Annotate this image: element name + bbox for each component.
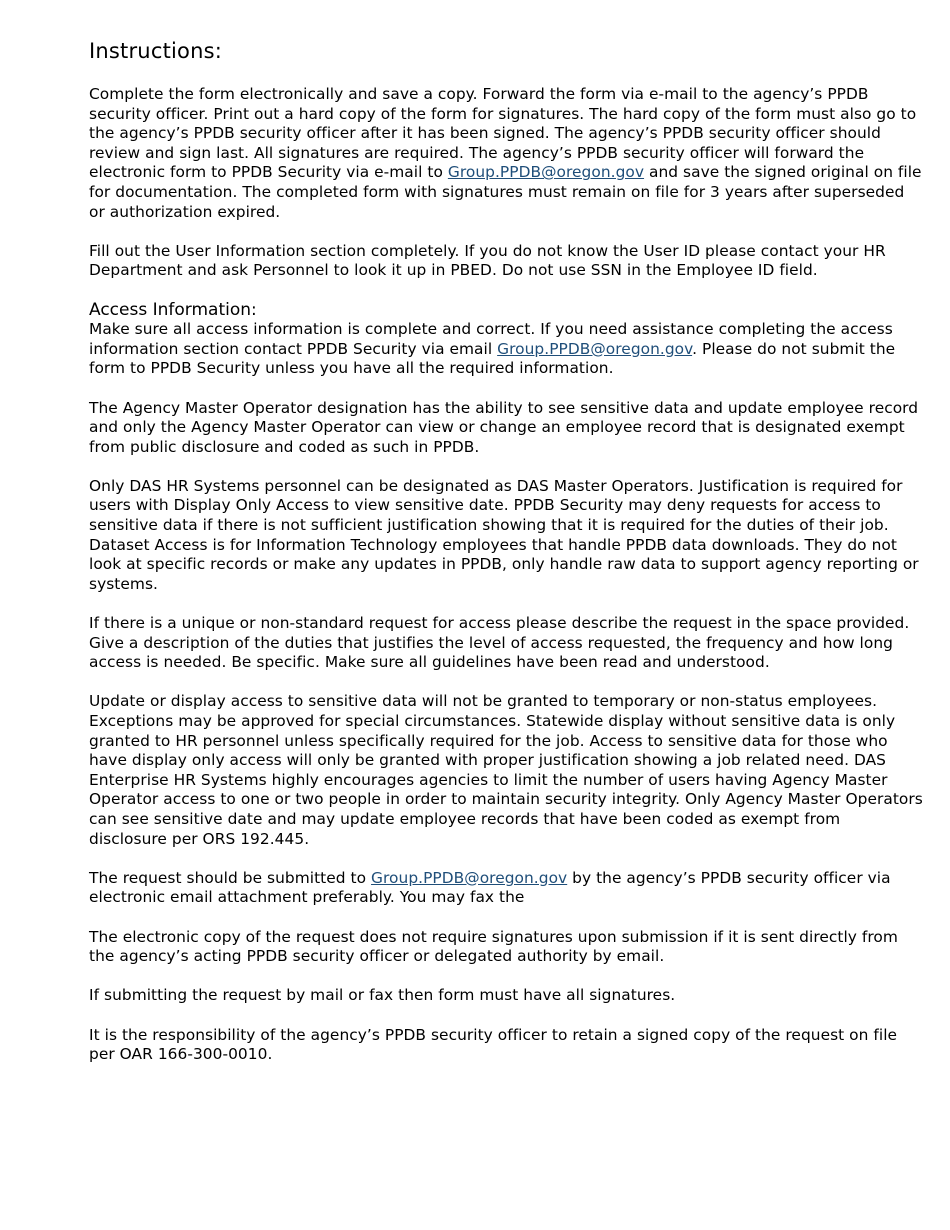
paragraph-agency-master-operator: The Agency Master Operator designation has the ability to see sensitive data and update employee record and only the Agency Master Operator can view or change an employee record that is designated exempt from public disclosure and coded as such in PPDB. <box>89 398 919 456</box>
paragraph-nonstandard-request: If there is a unique or non-standard request for access please describe the request in the space provided. Give a description of the duties that justifies the level of access requested, the frequency and how long access is needed. Be specific. Make sure all guidelines have been read and understood. <box>89 614 910 672</box>
paragraph-submit-request <box>89 869 923 908</box>
paragraph-text: Complete the form electronically and save a copy. Forward the form via e-mail to the agency’s PPDB security officer. Print out a hard copy of the form for signatures. The hard copy of the form must also go to the agency’s PPDB security officer after it has been signed. The agency’s PPDB security officer should review and sign last. All signatures are required. The agency’s PPDB security officer will forward the electronic form to PPDB Security via e-mail to <box>89 85 917 182</box>
paragraph-submission <box>89 85 923 222</box>
paragraph-sensitive-data: Update or display access to sensitive data will not be granted to temporary or non-status employees. Exceptions may be approved for special circumstances. Statewide display without sensitive data is only granted to HR personnel unless specifically required for the job. Access to sensitive data for those who have display only access will only be granted with proper justification showing a job related need. DAS Enterprise HR Systems highly encourages agencies to limit the number of users having Agency Master Operator access to one or two people in order to maintain security integrity. Only Agency Master Operators can see sensitive date and may update employee records that have been coded as exempt from disclosure per ORS 192.445. <box>89 692 923 848</box>
paragraph-text: and save the signed original on file for documentation. The completed form with signatures must remain on file for 3 years after superseded or authorization expired. <box>89 163 922 221</box>
paragraph-electronic-copy: The electronic copy of the request does not require signatures upon submission if it is sent directly from the agency’s acting PPDB security officer or delegated authority by email. <box>89 927 898 966</box>
paragraph-access-information <box>89 320 923 379</box>
paragraph-mail-or-fax: If submitting the request by mail or fax then form must have all signatures. <box>89 986 676 1005</box>
instructions-heading: Instructions: <box>89 39 223 63</box>
paragraph-das-master-operators: Only DAS HR Systems personnel can be designated as DAS Master Operators. Justification is required for users with Display Only Access to view sensitive date. PPDB Security may deny requests for access to sensitive data if there is not sufficient justification showing that it is required for the duties of their job. Dataset Access is for Information Technology employees that handle PPDB data downloads. They do not look at specific records or make any updates in PPDB, only handle raw data to support agency reporting or systems. <box>89 476 919 593</box>
paragraph-text: by the agency’s PPDB security officer via electronic email attachment preferably. You may fax the <box>89 868 891 907</box>
email-link[interactable]: Group.PPDB@oregon.gov <box>497 339 693 358</box>
paragraph-text: The request should be submitted to <box>89 868 372 887</box>
email-link[interactable]: Group.PPDB@oregon.gov <box>447 163 645 182</box>
paragraph-text: Make sure all access information is complete and correct. If you need assistance completing the access information section contact PPDB Security via email <box>89 320 893 358</box>
access-information-heading: Access Information: <box>89 299 257 320</box>
paragraph-text: . Please do not submit the form to PPDB Security unless you have all the required information. <box>89 339 896 378</box>
paragraph-retention: It is the responsibility of the agency’s PPDB security officer to retain a signed copy of the request on file per OAR 166-300-0010. <box>89 1025 898 1064</box>
email-link[interactable]: Group.PPDB@oregon.gov <box>371 868 568 887</box>
instructions-page <box>89 38 923 1084</box>
paragraph-user-information: Fill out the User Information section completely. If you do not know the User ID please contact your HR Department and ask Personnel to look it up in PBED. Do not use SSN in the Employee ID field. <box>89 241 886 280</box>
